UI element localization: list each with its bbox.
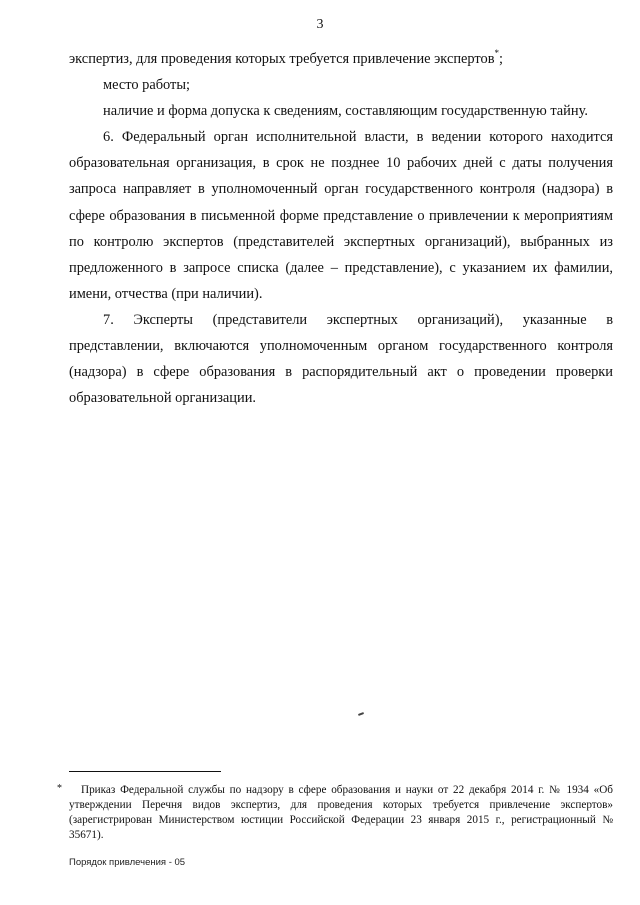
scan-speck [358, 712, 364, 716]
paragraph-continuation-end: ; [499, 51, 504, 67]
footnote-reference-mark: * [494, 48, 500, 59]
document-body [69, 46, 613, 411]
paragraph-continuation [69, 46, 613, 72]
footnote-separator [69, 771, 221, 772]
document-footer-label: Порядок привлечения - 05 [69, 857, 186, 868]
footnote-text: Приказ Федеральной службы по надзору в сфере образования и науки от 22 декабря 2014 г. № 1934 «Об утверждении Перечня видов экспертиз, для проведения которых требуется привлечение экспертов» (зарегистрирован Министерством юстиции Российской Федерации 23 января 2015 г., регистрационный № 35671). [69, 784, 613, 841]
paragraph-item-6: 6. Федеральный орган исполнительной власти, в ведении которого находится образовательная организация, в срок не позднее 10 рабочих дней с даты получения запроса направляет в уполномоченный орган государственного контроля (надзора) в сфере образования в письменной форме представление о привлечении к мероприятиям по контролю экспертов (представителей экспертных организаций), выбранных из предложенного в запросе списка (далее – представление), с указанием их фамилии, имени, отчества (при наличии). [69, 129, 613, 302]
paragraph-workplace: место работы; [103, 77, 190, 94]
page-number: 3 [316, 17, 324, 32]
paragraph-clearance: наличие и форма допуска к сведениям, составляющим государственную тайну. [103, 103, 588, 120]
paragraph-item-7: 7. Эксперты (представители экспертных организаций), указанные в представлении, включаются уполномоченным органом государственного контроля (надзора) в сфере образования в распорядительный акт о проведении проверки образовательной организации. [69, 311, 613, 407]
footnote [57, 783, 613, 843]
paragraph-continuation-text: экспертиз, для проведения которых требуется привлечение экспертов [69, 51, 495, 67]
footnote-mark: * [57, 783, 62, 794]
